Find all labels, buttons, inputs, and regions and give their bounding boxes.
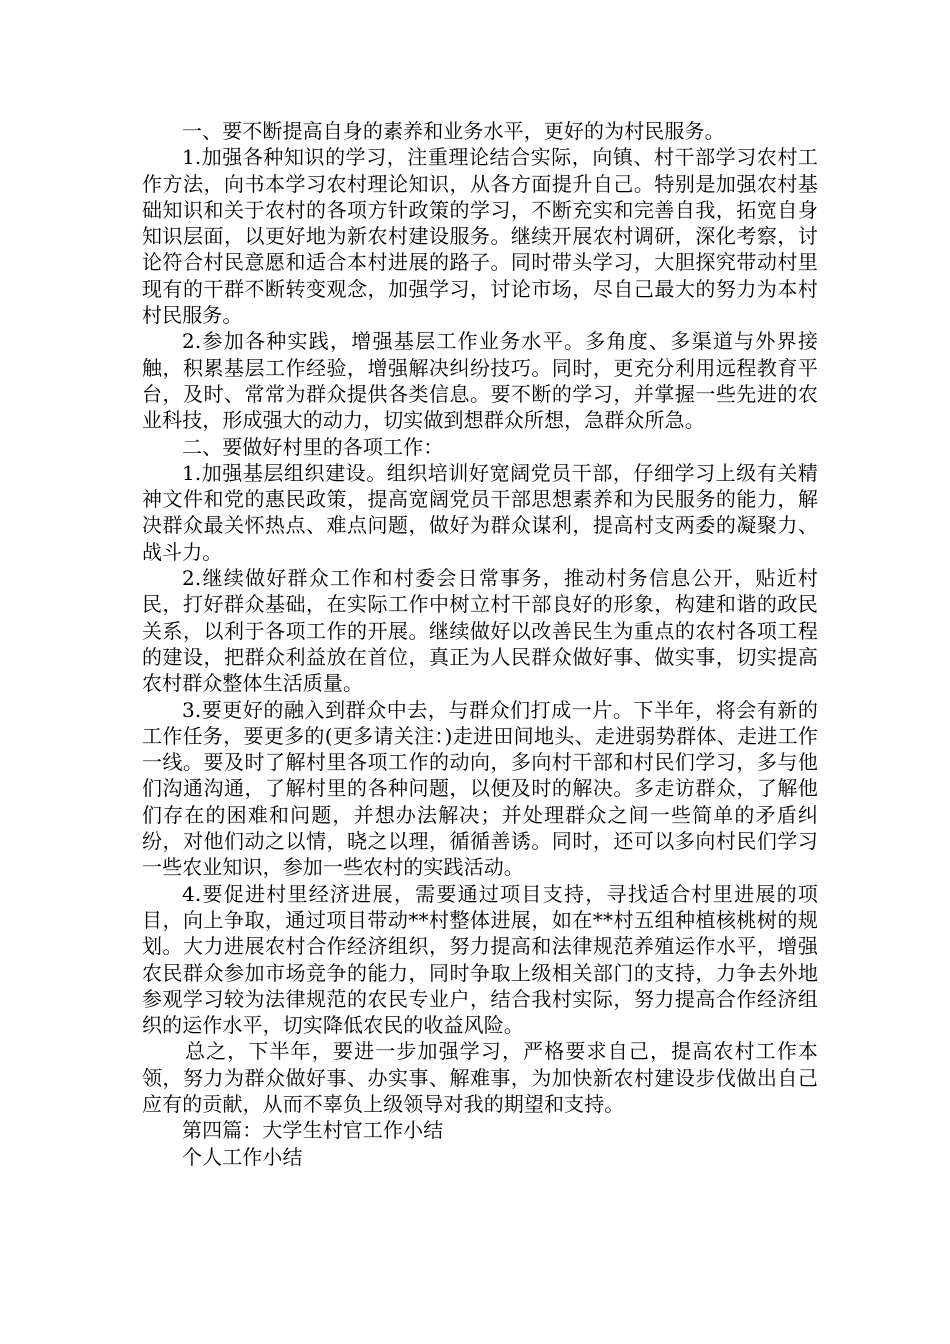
summary-paragraph: 总之，下半年，要进一步加强学习，严格要求自己，提高农村工作本领，努力为群众做好事、办实事、解难事，为加快新农村建设步伐做出自己应有的贡献，从而不辜负上级领导对我的期望和支持。 <box>142 1039 818 1116</box>
paragraph-2-2: 2.继续做好群众工作和村委会日常事务，推动村务信息公开，贴近村民，打好群众基础，在实际工作中树立村干部良好的形象，构建和谐的政民关系，以利于各项工作的开展。继续做好以改善民生为重点的农村各项工程的建设，把群众利益放在首位，真正为人民群众做好事、做实事，切实提高农村群众整体生活质量。 <box>142 566 818 696</box>
paragraph-2-1: 1.加强基层组织建设。组织培训好宽阔党员干部，仔细学习上级有关精神文件和党的惠民政策，提高宽阔党员干部思想素养和为民服务的能力，解决群众最关怀热点、难点问题，做好为群众谋利，提高村支两委的凝聚力、战斗力。 <box>142 460 818 564</box>
section-heading-2: 二、要做好村里的各项工作： <box>182 434 444 459</box>
section-heading-1: 一、要不断提高自身的素养和业务水平，更好的为村民服务。 <box>182 119 725 143</box>
paragraph-2-4: 4.要促进村里经济进展，需要通过项目支持，寻找适合村里进展的项目，向上争取，通过项目带动**村整体进展，如在**村五组种植核桃树的规划。大力进展农村合作经济组织，努力提高和法律规范养殖运作水平，增强农民群众参加市场竞争的能力，同时争取上级相关部门的支持，力争去外地参观学习较为法律规范的农民专业户，结合我村实际，努力提高合作经济组织的运作水平，切实降低农民的收益风险。 <box>142 881 818 1038</box>
paragraph-1-1: 1.加强各种知识的学习，注重理论结合实际，向镇、村干部学习农村工作方法，向书本学习农村理论知识，从各方面提升自己。特别是加强农村基础知识和关于农村的各项方针政策的学习，不断充实和完善自我，拓宽自身知识层面，以更好地为新农村建设服务。继续开展农村调研，深化考察，讨论符合村民意愿和适合本村进展的路子。同时带头学习，大胆探究带动村里现有的干群不断转变观念，加强学习，讨论市场，尽自己最大的努力为本村村民服务。 <box>142 145 818 328</box>
subtitle: 个人工作小结 <box>182 1144 303 1169</box>
document-body <box>142 118 818 1170</box>
paragraph-1-2: 2.参加各种实践，增强基层工作业务水平。多角度、多渠道与外界接触，积累基层工作经验，增强解决纠纷技巧。同时，更充分利用远程教育平台，及时、常常为群众提供各类信息。要不断的学习，并掌握一些先进的农业科技，形成强大的动力，切实做到想群众所想，急群众所急。 <box>142 329 818 433</box>
paragraph-2-3: 3.要更好的融入到群众中去，与群众们打成一片。下半年，将会有新的工作任务，要更多的(更多请关注：)走进田间地头、走进弱势群体、走进工作一线。要及时了解村里各项工作的动向，多向村干部和村民们学习，多与他们沟通沟通，了解村里的各种问题，以便及时的解决。多走访群众，了解他们存在的困难和问题，并想办法解决；并处理群众之间一些简单的矛盾纠纷，对他们动之以情，晓之以理，循循善诱。同时，还可以多向村民们学习一些农业知识，参加一些农村的实践活动。 <box>142 697 818 880</box>
chapter-title: 第四篇：大学生村官工作小结 <box>182 1118 444 1143</box>
